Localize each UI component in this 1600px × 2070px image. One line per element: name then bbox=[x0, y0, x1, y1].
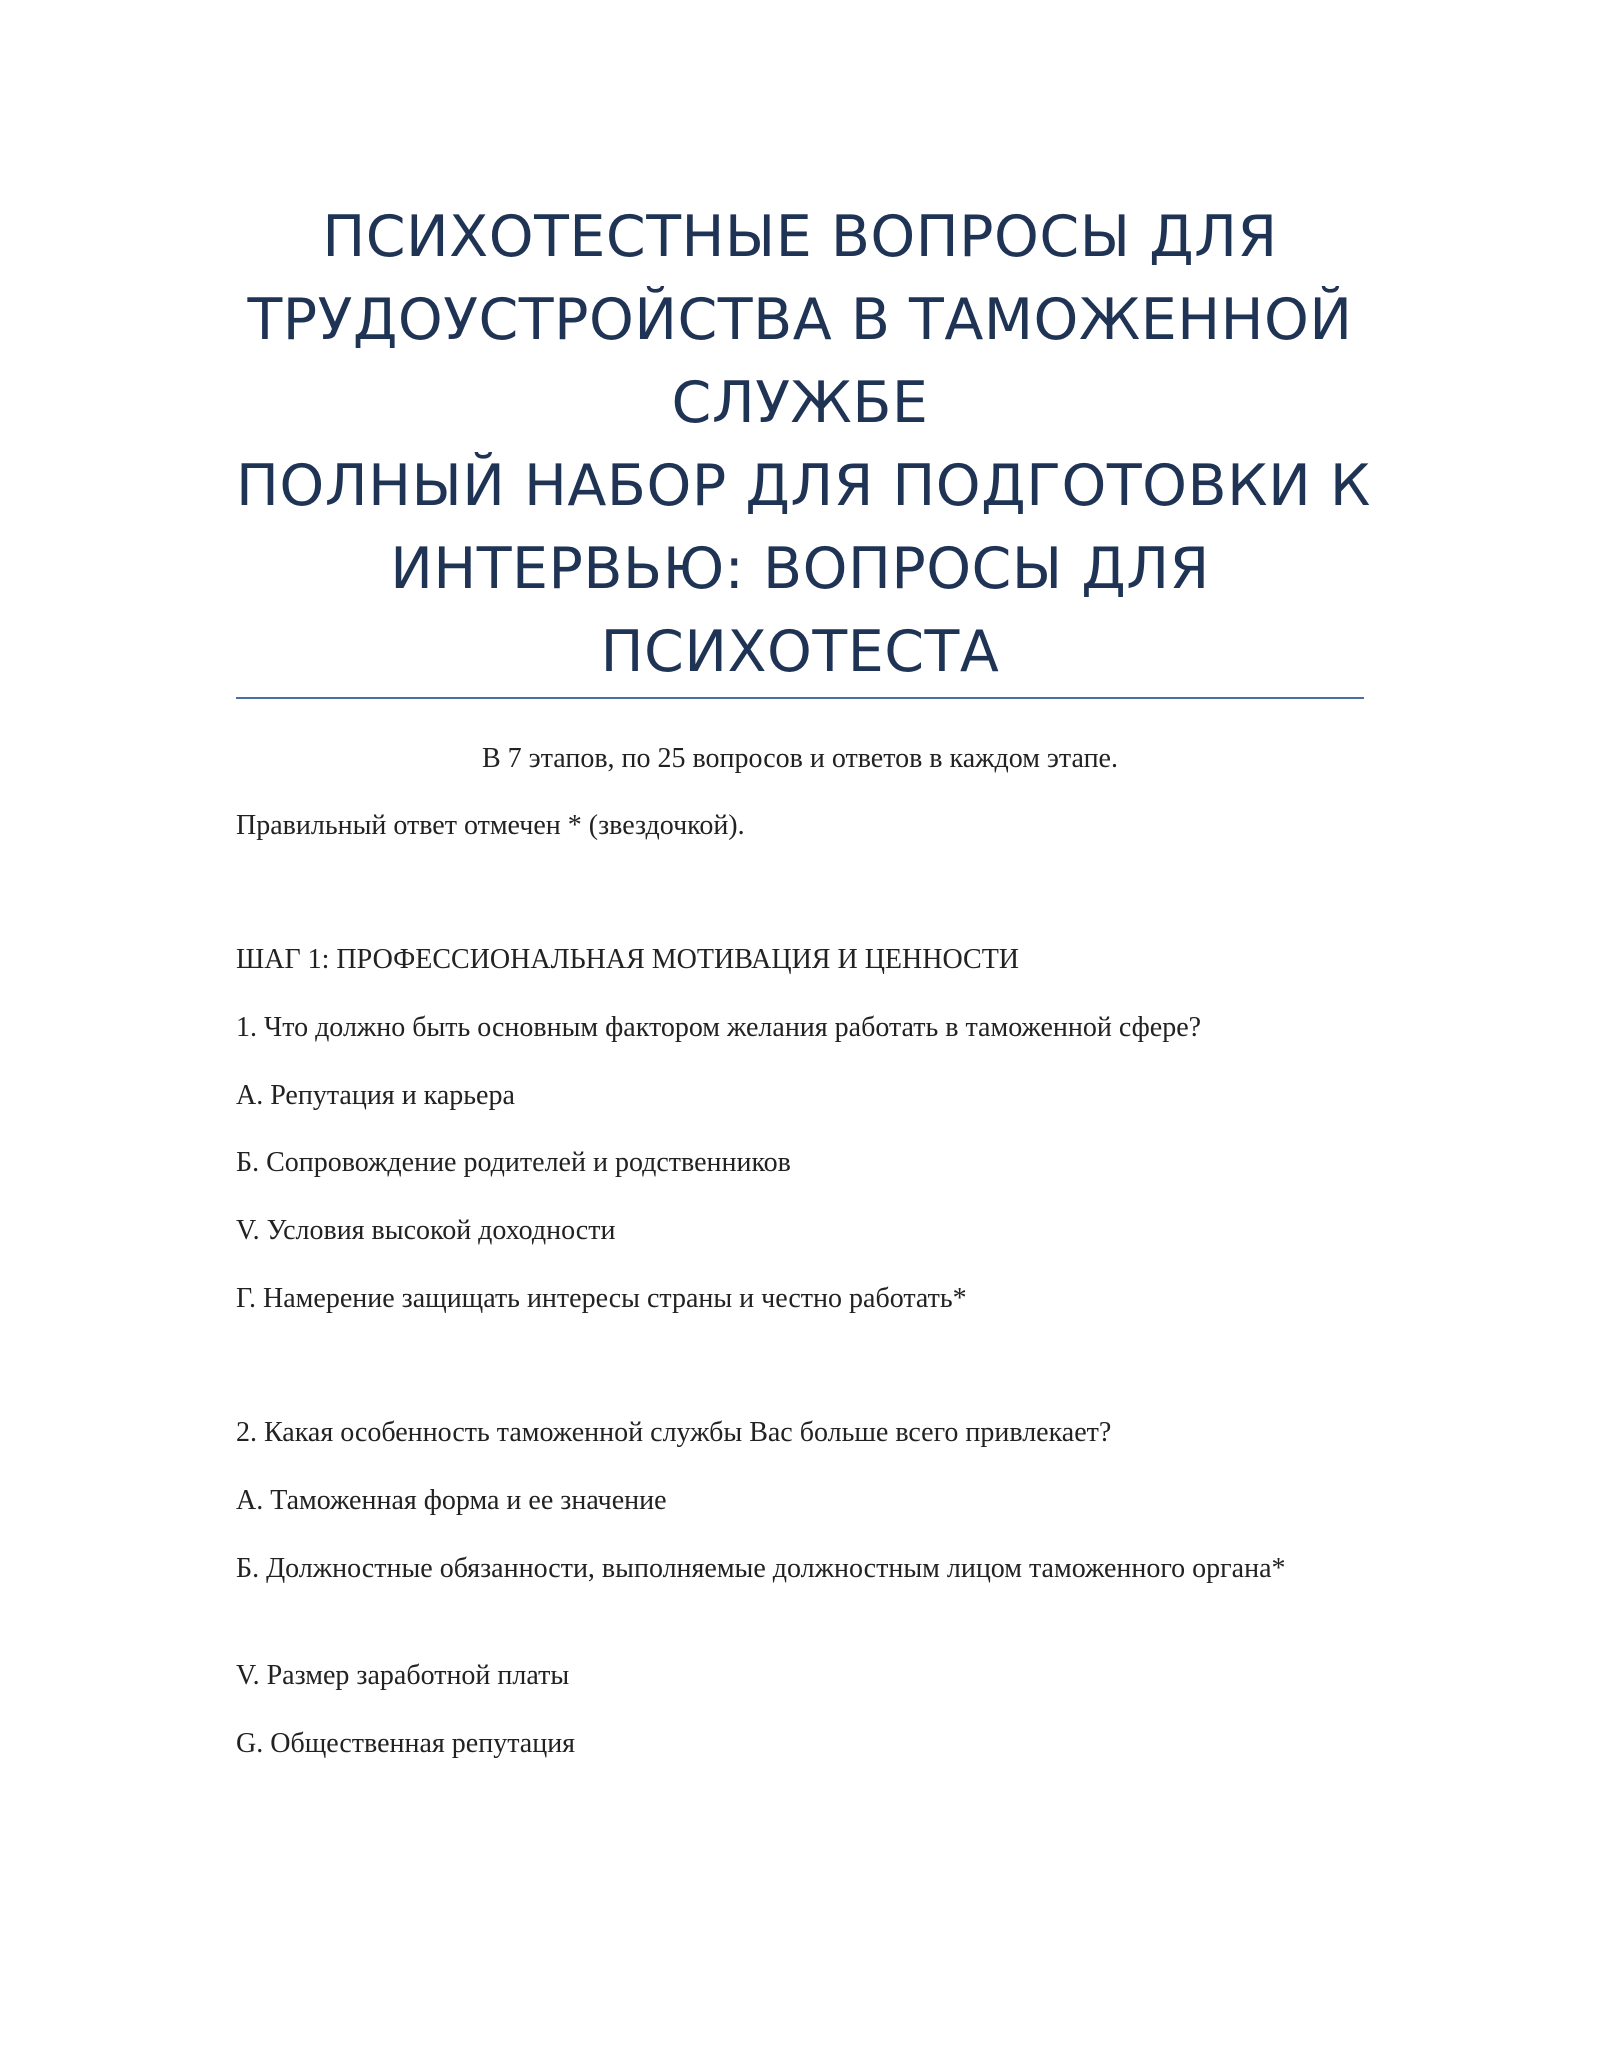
question-1: 1. Что должно быть основным фактором желания работать в таможенной сфере? bbox=[236, 1012, 1202, 1043]
question-1-option-g: Г. Намерение защищать интересы страны и честно работать* bbox=[236, 1283, 967, 1314]
step-heading: ШАГ 1: ПРОФЕССИОНАЛЬНАЯ МОТИВАЦИЯ И ЦЕННОСТИ bbox=[236, 944, 1020, 975]
title-line: ПСИХОТЕСТА bbox=[600, 619, 1000, 685]
title-line: СЛУЖБЕ bbox=[671, 370, 929, 436]
question-2-option-v: V. Размер заработной платы bbox=[236, 1660, 570, 1691]
title-line: ИНТЕРВЬЮ: ВОПРОСЫ ДЛЯ bbox=[390, 536, 1210, 602]
question-1-option-v: V. Условия высокой доходности bbox=[236, 1215, 616, 1246]
title-line: ТРУДОУСТРОЙСТВА В ТАМОЖЕННОЙ bbox=[247, 287, 1353, 353]
intro-paragraph: В 7 этапов, по 25 вопросов и ответов в каждом этапе. bbox=[482, 743, 1118, 774]
question-2-option-g: G. Общественная репутация bbox=[236, 1728, 576, 1759]
title-line: ПОЛНЫЙ НАБОР ДЛЯ ПОДГОТОВКИ К bbox=[236, 453, 1371, 519]
question-1-option-b: Б. Сопровождение родителей и родственников bbox=[236, 1147, 791, 1178]
title-line: ПСИХОТЕСТНЫЕ ВОПРОСЫ ДЛЯ bbox=[322, 204, 1278, 270]
question-2-option-a: А. Таможенная форма и ее значение bbox=[236, 1485, 667, 1516]
question-2: 2. Какая особенность таможенной службы Вас больше всего привлекает? bbox=[236, 1417, 1112, 1448]
question-2-option-b: Б. Должностные обязанности, выполняемые должностным лицом таможенного органа* bbox=[236, 1553, 1286, 1584]
question-1-option-a: А. Репутация и карьера bbox=[236, 1080, 515, 1111]
title-divider bbox=[236, 697, 1364, 699]
answer-key-note: Правильный ответ отмечен * (звездочкой). bbox=[236, 810, 745, 841]
document-title bbox=[236, 196, 1371, 694]
